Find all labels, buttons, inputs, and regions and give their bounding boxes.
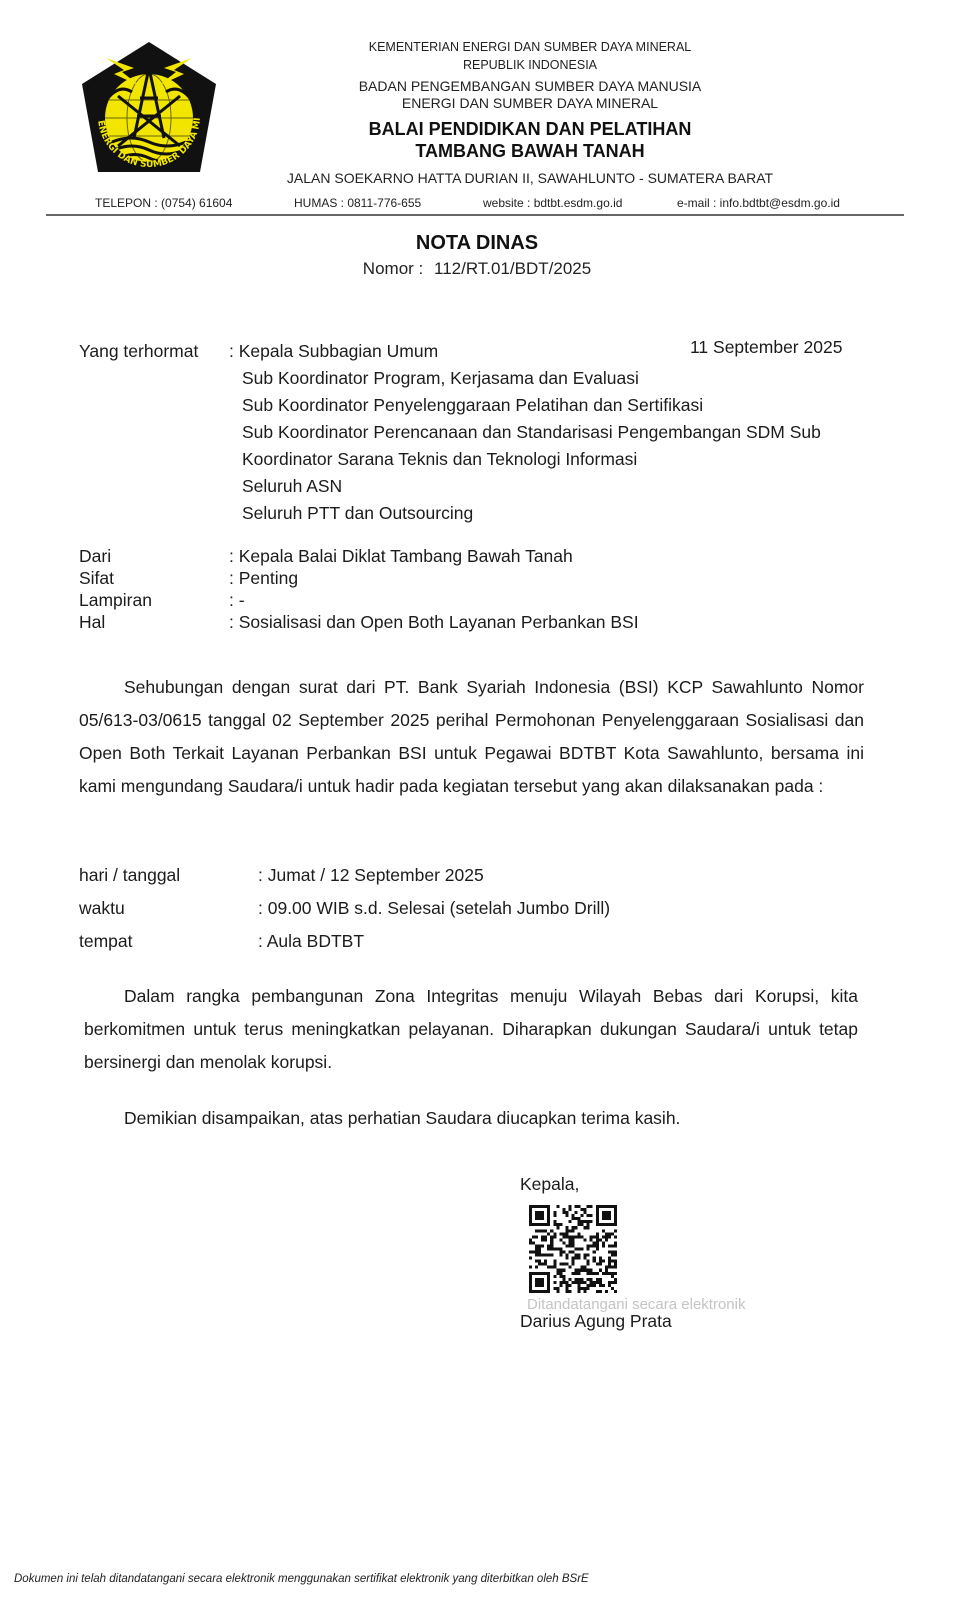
meta-label-dari: Dari bbox=[79, 546, 112, 566]
schedule-value-time: : 09.00 WIB s.d. Selesai (setelah Jumbo Drill) bbox=[258, 898, 611, 918]
addressee-item: Koordinator Sarana Teknis dan Teknologi Informasi bbox=[242, 449, 638, 469]
meta-label-sifat: Sifat bbox=[79, 568, 115, 588]
addressee-label: Yang terhormat bbox=[79, 341, 199, 361]
contact-website[interactable]: website : bdtbt.esdm.go.id bbox=[483, 196, 623, 210]
document-title: NOTA DINAS bbox=[415, 232, 539, 254]
document-number-label: Nomor : bbox=[362, 259, 424, 278]
meta-label-lampiran: Lampiran bbox=[79, 590, 152, 610]
meta-label-hal: Hal bbox=[79, 612, 106, 632]
signer-position: Kepala, bbox=[520, 1174, 580, 1194]
signer-name: Darius Agung Prata bbox=[520, 1311, 672, 1331]
institution-name bbox=[270, 118, 790, 162]
addressee-item: Sub Koordinator Penyelenggaraan Pelatihan dan Sertifikasi bbox=[242, 395, 704, 415]
contact-telephone: TELEPON : (0754) 61604 bbox=[95, 196, 233, 210]
letterhead-divider bbox=[46, 214, 904, 216]
institution-name-line1: BALAI PENDIDIKAN DAN PELATIHAN bbox=[368, 119, 692, 139]
document-number-value: 112/RT.01/BDT/2025 bbox=[434, 259, 592, 278]
e-signature-note: Ditandatangani secara elektronik bbox=[527, 1296, 746, 1313]
schedule-label-place: tempat bbox=[79, 931, 133, 951]
institution-name-line2: TAMBANG BAWAH TANAH bbox=[415, 141, 645, 161]
esdm-emblem-icon bbox=[76, 38, 222, 184]
addressee-item: Seluruh PTT dan Outsourcing bbox=[242, 503, 474, 523]
addressee-item: Seluruh ASN bbox=[242, 476, 343, 496]
agency-name-line2: ENERGI DAN SUMBER DAYA MINERAL bbox=[401, 95, 659, 111]
contact-humas: HUMAS : 0811-776-655 bbox=[294, 196, 422, 210]
addressee-item: : Kepala Subbagian Umum bbox=[229, 341, 439, 361]
schedule-value-place: : Aula BDTBT bbox=[258, 931, 365, 951]
addressee-item: Sub Koordinator Program, Kerjasama dan Evaluasi bbox=[242, 368, 639, 388]
meta-value-sifat: : Penting bbox=[229, 568, 299, 588]
closing-sentence: Demikian disampaikan, atas perhatian Saudara diucapkan terima kasih. bbox=[124, 1108, 681, 1128]
meta-value-lampiran: : - bbox=[229, 590, 245, 610]
meta-value-dari: : Kepala Balai Diklat Tambang Bawah Tanah bbox=[229, 546, 573, 566]
schedule-label-date: hari / tanggal bbox=[79, 865, 181, 885]
footer-note: Dokumen ini telah ditandatangani secara elektronik menggunakan sertifikat elektronik yang diterbitkan oleh BSrE bbox=[14, 1573, 589, 1585]
institution-address: JALAN SOEKARNO HATTA DURIAN II, SAWAHLUNTO - SUMATERA BARAT bbox=[286, 170, 774, 186]
agency-name-line1: BADAN PENGEMBANGAN SUMBER DAYA MANUSIA bbox=[358, 78, 702, 94]
qr-code-icon[interactable] bbox=[528, 1205, 618, 1293]
contact-email[interactable]: e-mail : info.bdtbt@esdm.go.id bbox=[677, 196, 840, 210]
meta-value-hal: : Sosialisasi dan Open Both Layanan Perbankan BSI bbox=[229, 612, 639, 632]
ministry-name: KEMENTERIAN ENERGI DAN SUMBER DAYA MINERAL bbox=[368, 40, 692, 54]
schedule-label-time: waktu bbox=[79, 898, 125, 918]
body-paragraph-2: Dalam rangka pembangunan Zona Integritas menuju Wilayah Bebas dari Korupsi, kita berkomitmen untuk terus meningkatkan pelayanan. Diharapkan dukungan Saudara/i untuk tetap bersinergi dan menolak korupsi. bbox=[84, 986, 858, 1072]
schedule-value-date: : Jumat / 12 September 2025 bbox=[258, 865, 484, 885]
svg-text:ENERGI DAN SUMBER DAYA MINERAL: ENERGI DAN SUMBER DAYA MI bbox=[95, 117, 203, 171]
country-name: REPUBLIK INDONESIA bbox=[462, 58, 598, 72]
addressee-item: Sub Koordinator Perencanaan dan Standarisasi Pengembangan SDM Sub bbox=[242, 422, 821, 442]
document-date: 11 September 2025 bbox=[690, 337, 843, 357]
document-number bbox=[0, 259, 954, 279]
body-paragraph-1: Sehubungan dengan surat dari PT. Bank Syariah Indonesia (BSI) KCP Sawahlunto Nomor 05/613-03/0615 tanggal 02 September 2025 perihal Permohonan Penyelenggaraan Sosialisasi dan Open Both Terkait Layanan Perbankan BSI untuk Pegawai BDTBT Kota Sawahlunto, bersama ini kami mengundang Saudara/i untuk hadir pada kegiatan tersebut yang akan dilaksanakan pada : bbox=[79, 677, 864, 796]
